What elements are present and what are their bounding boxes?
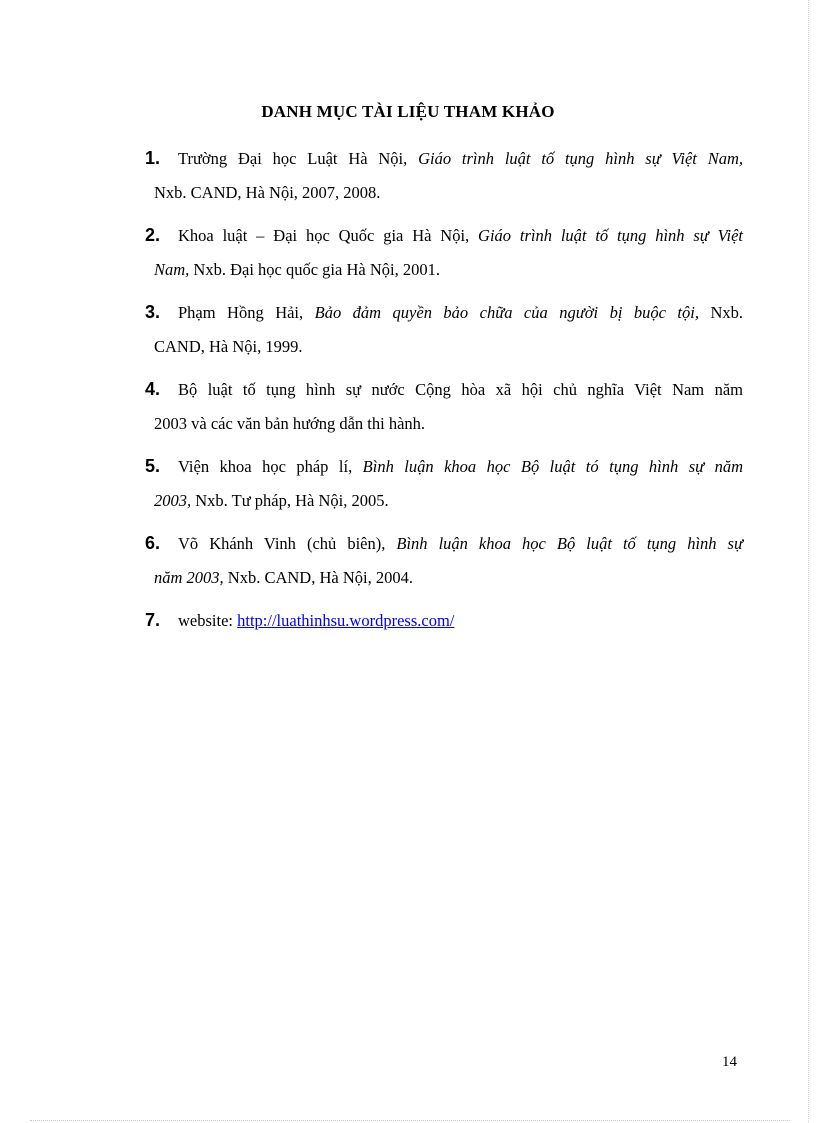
page-border-bottom <box>30 1120 790 1121</box>
reference-item <box>145 526 743 595</box>
reference-number: 1. <box>145 148 161 168</box>
reference-title-cont: năm 2003, <box>154 568 224 587</box>
reference-author: Viện khoa học pháp lí, <box>178 457 363 476</box>
reference-item <box>145 295 743 364</box>
reference-item <box>145 218 743 287</box>
reference-author: Phạm Hồng Hải, <box>178 303 315 322</box>
reference-publisher: CAND, Hà Nội, 1999. <box>154 337 303 356</box>
page-number: 14 <box>722 1054 737 1070</box>
reference-title: Bình luận khoa học Bộ luật tố tụng hình sự <box>396 534 743 553</box>
reference-title: Bộ luật tố tụng hình sự nước Cộng hòa xã hội chủ nghĩa Việt Nam năm <box>178 380 743 399</box>
reference-title-cont: 2003 và các văn bản hướng dẫn thi hành. <box>154 414 426 433</box>
reference-author: Trường Đại học Luật Hà Nội, <box>178 149 419 168</box>
reference-number: 6. <box>145 533 161 553</box>
reference-publisher: Nxb. CAND, Hà Nội, 2004. <box>223 568 413 587</box>
reference-number: 7. <box>145 610 161 630</box>
reference-item <box>145 449 743 518</box>
reference-title-cont: Nam, <box>154 260 190 279</box>
reference-number: 5. <box>145 456 161 476</box>
reference-number: 3. <box>145 302 161 322</box>
reference-author: Võ Khánh Vinh (chủ biên), <box>178 534 397 553</box>
reference-publisher: Nxb. CAND, Hà Nội, 2007, 2008. <box>154 183 381 202</box>
page-border-right <box>808 0 809 1123</box>
reference-label: website: <box>178 611 238 630</box>
reference-number: 4. <box>145 379 161 399</box>
reference-item <box>145 141 743 210</box>
reference-item <box>145 372 743 441</box>
reference-publisher: Nxb. Tư pháp, Hà Nội, 2005. <box>191 491 389 510</box>
reference-publisher: Nxb. Đại học quốc gia Hà Nội, 2001. <box>189 260 440 279</box>
reference-item <box>145 603 743 638</box>
reference-title: Giáo trình luật tố tụng hình sự Việt Nam, <box>418 149 743 168</box>
reference-title: Bảo đảm quyền bảo chữa của người bị buộc tội, <box>314 303 699 322</box>
reference-author: Khoa luật – Đại học Quốc gia Hà Nội, <box>178 226 479 245</box>
reference-title: Giáo trình luật tố tụng hình sự Việt <box>478 226 743 245</box>
reference-publisher-start: Nxb. <box>698 303 743 322</box>
reference-title-cont: 2003, <box>154 491 192 510</box>
reference-number: 2. <box>145 225 161 245</box>
reference-title: Bình luận khoa học Bộ luật tó tụng hình sự năm <box>362 457 743 476</box>
reference-list <box>145 141 743 646</box>
website-link[interactable]: http://luathinhsu.wordpress.com/ <box>237 611 455 630</box>
page-title: DANH MỤC TÀI LIỆU THAM KHẢO <box>261 102 555 121</box>
